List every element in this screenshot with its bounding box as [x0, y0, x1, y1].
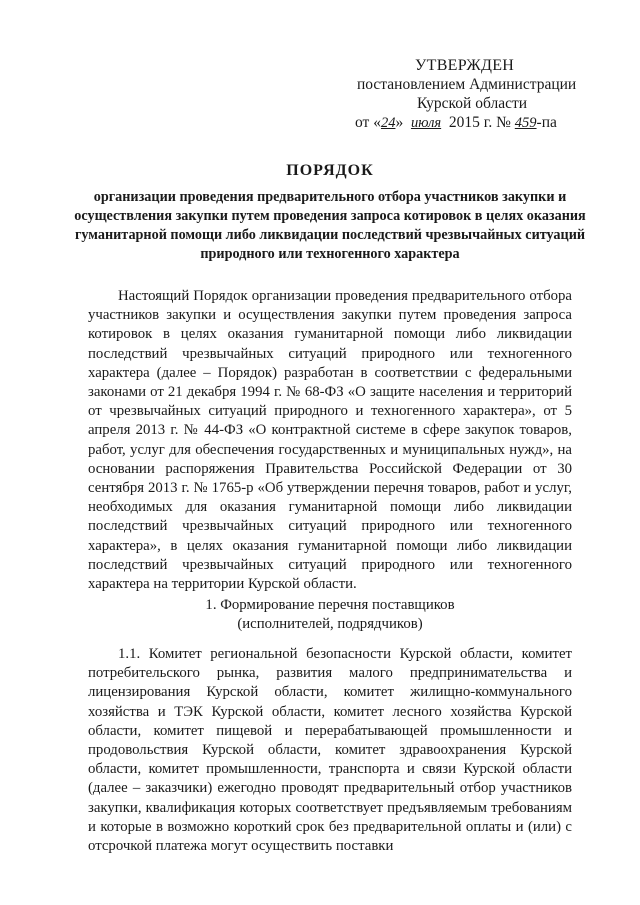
date-prefix: от «: [355, 114, 381, 131]
document-subtitle: организации проведения предварительного отбора участников закупки и осуществления закупки путем проведения запроса котировок в целях оказания гуманитарной помощи либо ликвидации последствий чрезвычайных ситуаций природного или техногенного характера: [74, 189, 586, 262]
section-1-paragraph: 1.1. Комитет региональной безопасности Курской области, комитет потребительского рынка, развития малого предпринимательства и лицензирования Курской области, комитет жилищно-коммунального хозяйства и ТЭК Курской области, комитет лесного хозяйства Курской области, комитет пищевой и перерабатывающей промышленности и продовольствия Курской области, комитет здравоохранения Курской области, комитет промышленности, транспорта и связи Курской области (далее – заказчики) ежегодно проводят предварительный отбор участников закупки, квалификация которых соответствует предъявляемым требованиям и которые в возможно короткий срок без предварительной оплаты и (или) с отсрочкой платежа могут осуществить поставки: [88, 646, 572, 855]
date-day: 24: [380, 115, 396, 131]
approval-stamp-block: [355, 56, 625, 133]
section-1-heading-line-2: (исполнителей, подрядчиков): [237, 616, 423, 632]
section-1-heading: [60, 596, 600, 634]
approval-stamp: УТВЕРЖДЕН: [415, 57, 515, 74]
section-1-body: [88, 645, 572, 856]
approval-date-line: [355, 113, 625, 133]
approval-by: постановлением Администрации: [357, 76, 577, 93]
approval-region: Курской области: [417, 95, 528, 112]
document-title-block: [60, 162, 600, 264]
decree-number: 459: [514, 115, 537, 131]
date-year: 2015 г. №: [448, 114, 511, 131]
intro-section: [88, 287, 572, 594]
date-month: июля: [410, 115, 442, 131]
date-mid: »: [395, 114, 404, 131]
section-1-heading-line-1: 1. Формирование перечня поставщиков: [205, 597, 455, 613]
intro-paragraph: Настоящий Порядок организации проведения предварительного отбора участников закупки и осуществления закупки путем проведения запроса котировок в целях оказания гуманитарной помощи либо ликвидации последствий чрезвычайных ситуаций природного или техногенного характера (далее – Порядок) разработан в соответствии с федеральными законами от 21 декабря 1994 г. № 68-ФЗ «О защите населения и территорий от чрезвычайных ситуаций природного и техногенного характера», от 5 апреля 2013 г. № 44-ФЗ «О контрактной системе в сфере закупок товаров, работ, услуг для обеспечения государственных и муниципальных нужд», на основании распоряжения Правительства Российской Федерации от 30 сентября 2013 г. № 1765-р «Об утверждении перечня товаров, работ и услуг, необходимых для оказания гуманитарной помощи либо ликвидации последствий чрезвычайных ситуаций природного или техногенного характера», в целях оказания гуманитарной помощи либо ликвидации последствий чрезвычайных ситуаций природного или техногенного характера на территории Курской области.: [88, 288, 572, 593]
document-title: ПОРЯДОК: [286, 162, 374, 179]
decree-number-suffix: -па: [536, 114, 557, 131]
